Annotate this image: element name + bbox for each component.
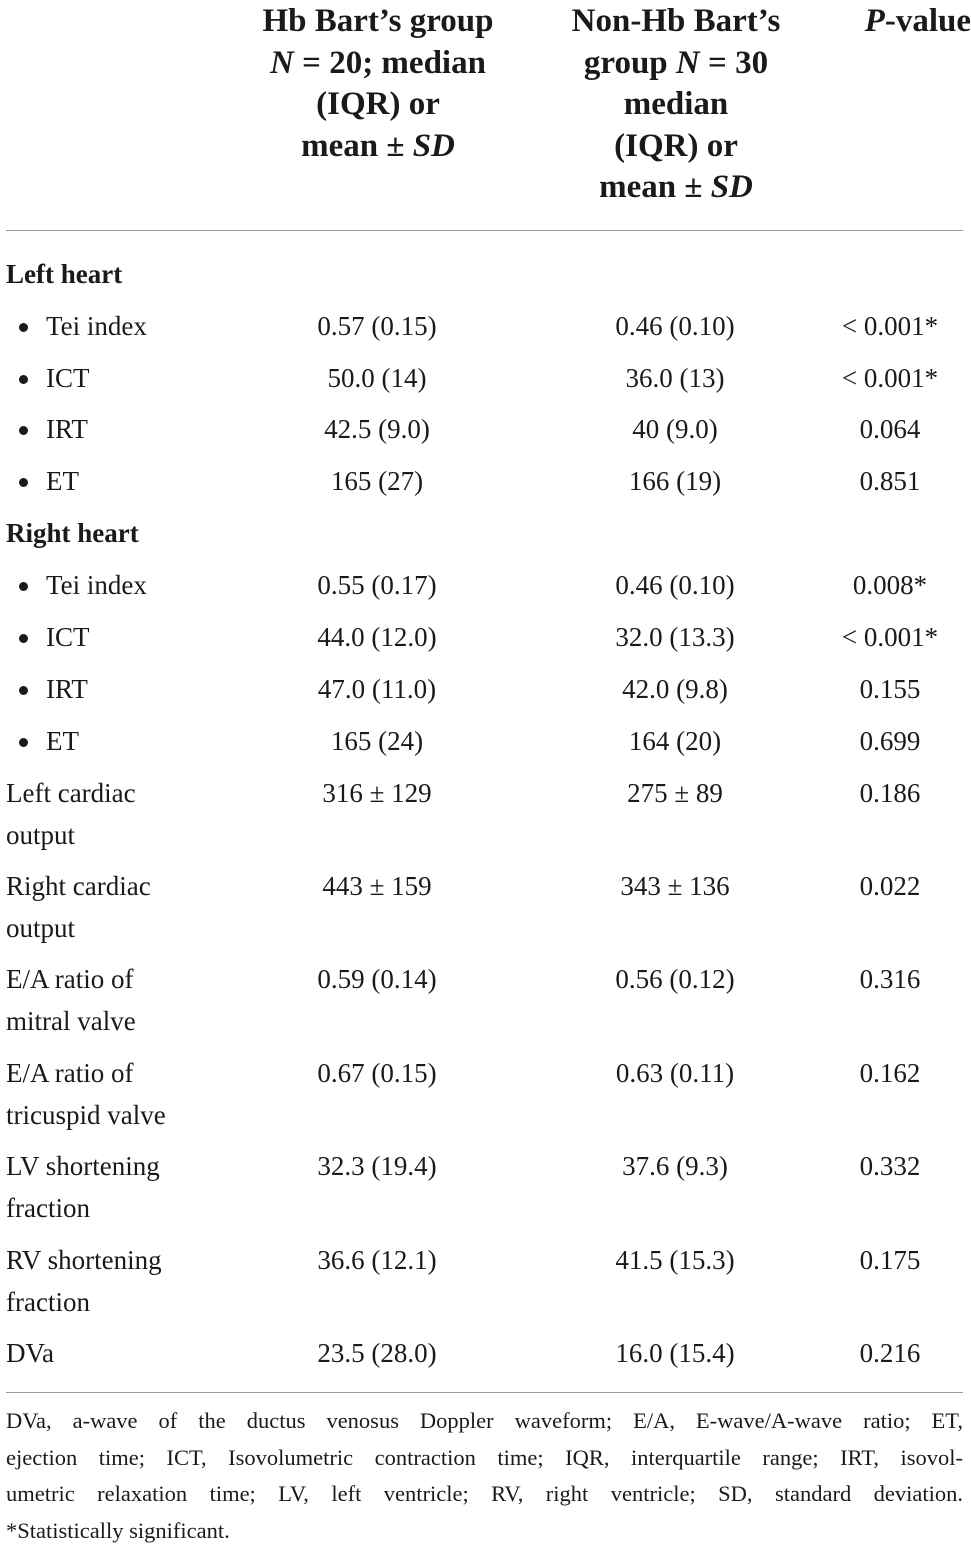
cell-non-hb: 40 (9.0) bbox=[632, 414, 718, 444]
header-line: median bbox=[623, 86, 729, 122]
cell-non-hb: 0.56 (0.12) bbox=[615, 964, 735, 994]
cell-non-hb: 16.0 (15.4) bbox=[615, 1338, 735, 1368]
bullet-icon bbox=[19, 478, 28, 487]
header-line bbox=[836, 1, 971, 43]
cell-p-value: 0.008* bbox=[852, 570, 928, 600]
cell-non-hb: 41.5 (15.3) bbox=[615, 1245, 735, 1275]
cell-non-hb: 32.0 (13.3) bbox=[615, 622, 735, 652]
header-rule bbox=[6, 230, 963, 231]
row-label: Left cardiac bbox=[6, 778, 136, 808]
cell-non-hb: 343 ± 136 bbox=[620, 871, 730, 901]
cell-hb: 443 ± 159 bbox=[322, 871, 432, 901]
cell-p-value: 0.186 bbox=[859, 778, 921, 808]
header-line bbox=[232, 126, 524, 168]
bullet-icon bbox=[19, 634, 28, 643]
cell-hb: 23.5 (28.0) bbox=[317, 1338, 437, 1368]
cell-hb: 32.3 (19.4) bbox=[317, 1151, 437, 1181]
cell-p-value: 0.175 bbox=[859, 1245, 921, 1275]
cell-hb: 47.0 (11.0) bbox=[317, 674, 437, 704]
footnote-line: ejection time; ICT, Isovolumetric contraction time; IQR, interquartile range; IRT, isovol- bbox=[6, 1444, 963, 1470]
cell-non-hb: 164 (20) bbox=[628, 726, 722, 756]
cell-hb: 0.67 (0.15) bbox=[317, 1058, 437, 1088]
cell-hb: 42.5 (9.0) bbox=[324, 414, 430, 444]
header-p-value bbox=[836, 1, 971, 43]
row-label: ICT bbox=[46, 622, 90, 652]
row-label: DVa bbox=[6, 1338, 54, 1368]
bullet-icon bbox=[19, 375, 28, 384]
cell-hb: 0.57 (0.15) bbox=[317, 311, 437, 341]
cell-p-value: 0.851 bbox=[859, 466, 921, 496]
cell-p-value: 0.022 bbox=[859, 871, 921, 901]
bullet-icon bbox=[19, 738, 28, 747]
header-line: Hb Bart’s group bbox=[262, 3, 494, 39]
header-text: mean ± bbox=[599, 169, 711, 205]
cell-p-value: < 0.001* bbox=[841, 311, 939, 341]
row-label: E/A ratio of bbox=[6, 964, 134, 994]
header-italic: N bbox=[270, 44, 294, 81]
footnote-line: DVa, a-wave of the ductus venosus Doppler waveform; E/A, E-wave/A-wave ratio; ET, bbox=[6, 1408, 963, 1433]
cell-hb: 165 (24) bbox=[330, 726, 424, 756]
header-italic: SD bbox=[710, 169, 753, 205]
section-title: Left heart bbox=[6, 259, 123, 289]
row-label: IRT bbox=[46, 414, 88, 444]
header-italic: SD bbox=[412, 127, 455, 164]
header-non-hb-barts-group bbox=[530, 1, 822, 209]
cell-p-value: 0.332 bbox=[859, 1151, 921, 1181]
footer-rule bbox=[6, 1392, 963, 1393]
cell-non-hb: 275 ± 89 bbox=[627, 778, 723, 808]
row-label: ICT bbox=[46, 363, 90, 393]
cell-p-value: 0.162 bbox=[859, 1058, 921, 1088]
cell-non-hb: 0.63 (0.11) bbox=[615, 1058, 735, 1088]
cell-non-hb: 0.46 (0.10) bbox=[615, 570, 735, 600]
header-text: mean ± bbox=[301, 127, 413, 164]
row-label: E/A ratio of bbox=[6, 1058, 134, 1088]
footnote-line: umetric relaxation time; LV, left ventricle; RV, right ventricle; SD, standard deviation. bbox=[6, 1481, 963, 1507]
header-italic: P bbox=[864, 3, 885, 39]
row-label-cont: tricuspid valve bbox=[6, 1100, 166, 1130]
cell-hb: 50.0 (14) bbox=[327, 363, 427, 393]
row-label: LV shortening bbox=[6, 1151, 160, 1181]
cell-p-value: 0.064 bbox=[859, 414, 921, 444]
cell-non-hb: 0.46 (0.10) bbox=[615, 311, 735, 341]
cell-non-hb: 36.0 (13) bbox=[625, 363, 725, 393]
header-text: = 20; median bbox=[293, 44, 486, 81]
row-label: Tei index bbox=[46, 311, 147, 341]
header-italic: N bbox=[675, 44, 700, 81]
row-label-cont: output bbox=[6, 820, 76, 850]
cell-p-value: 0.216 bbox=[859, 1338, 921, 1368]
bullet-icon bbox=[19, 686, 28, 695]
cell-non-hb: 166 (19) bbox=[628, 466, 722, 496]
header-hb-barts-group bbox=[232, 1, 524, 167]
cell-p-value: < 0.001* bbox=[841, 363, 939, 393]
cell-hb: 36.6 (12.1) bbox=[317, 1245, 437, 1275]
header-line: (IQR) or bbox=[316, 86, 440, 122]
header-text: = 30 bbox=[699, 44, 769, 81]
cell-hb: 0.59 (0.14) bbox=[317, 964, 437, 994]
header-line bbox=[530, 167, 822, 209]
cell-non-hb: 37.6 (9.3) bbox=[622, 1151, 728, 1181]
section-title: Right heart bbox=[6, 518, 139, 548]
cell-hb: 165 (27) bbox=[330, 466, 424, 496]
cell-non-hb: 42.0 (9.8) bbox=[622, 674, 728, 704]
cell-hb: 44.0 (12.0) bbox=[317, 622, 437, 652]
bullet-icon bbox=[19, 426, 28, 435]
row-label: Right cardiac bbox=[6, 871, 151, 901]
cell-p-value: < 0.001* bbox=[841, 622, 939, 652]
cell-p-value: 0.316 bbox=[859, 964, 921, 994]
cell-hb: 0.55 (0.17) bbox=[317, 570, 437, 600]
row-label: Tei index bbox=[46, 570, 147, 600]
bullet-icon bbox=[19, 582, 28, 591]
row-label-cont: mitral valve bbox=[6, 1006, 136, 1036]
row-label-cont: output bbox=[6, 913, 76, 943]
bullet-icon bbox=[19, 323, 28, 332]
row-label-cont: fraction bbox=[6, 1287, 90, 1317]
row-label: IRT bbox=[46, 674, 88, 704]
row-label: ET bbox=[46, 726, 79, 756]
cell-p-value: 0.699 bbox=[859, 726, 921, 756]
header-line bbox=[232, 43, 524, 85]
header-line: Non-Hb Bart’s bbox=[571, 3, 781, 39]
cell-hb: 316 ± 129 bbox=[322, 778, 432, 808]
row-label-cont: fraction bbox=[6, 1193, 90, 1223]
header-line bbox=[530, 43, 822, 85]
footnote-line: *Statistically significant. bbox=[6, 1518, 230, 1544]
header-text: -value bbox=[884, 3, 971, 39]
header-text: group bbox=[583, 44, 676, 81]
header-line: (IQR) or bbox=[614, 127, 738, 164]
row-label: RV shortening bbox=[6, 1245, 162, 1275]
row-label: ET bbox=[46, 466, 79, 496]
cell-p-value: 0.155 bbox=[859, 674, 921, 704]
table-footnote bbox=[6, 1403, 963, 1550]
